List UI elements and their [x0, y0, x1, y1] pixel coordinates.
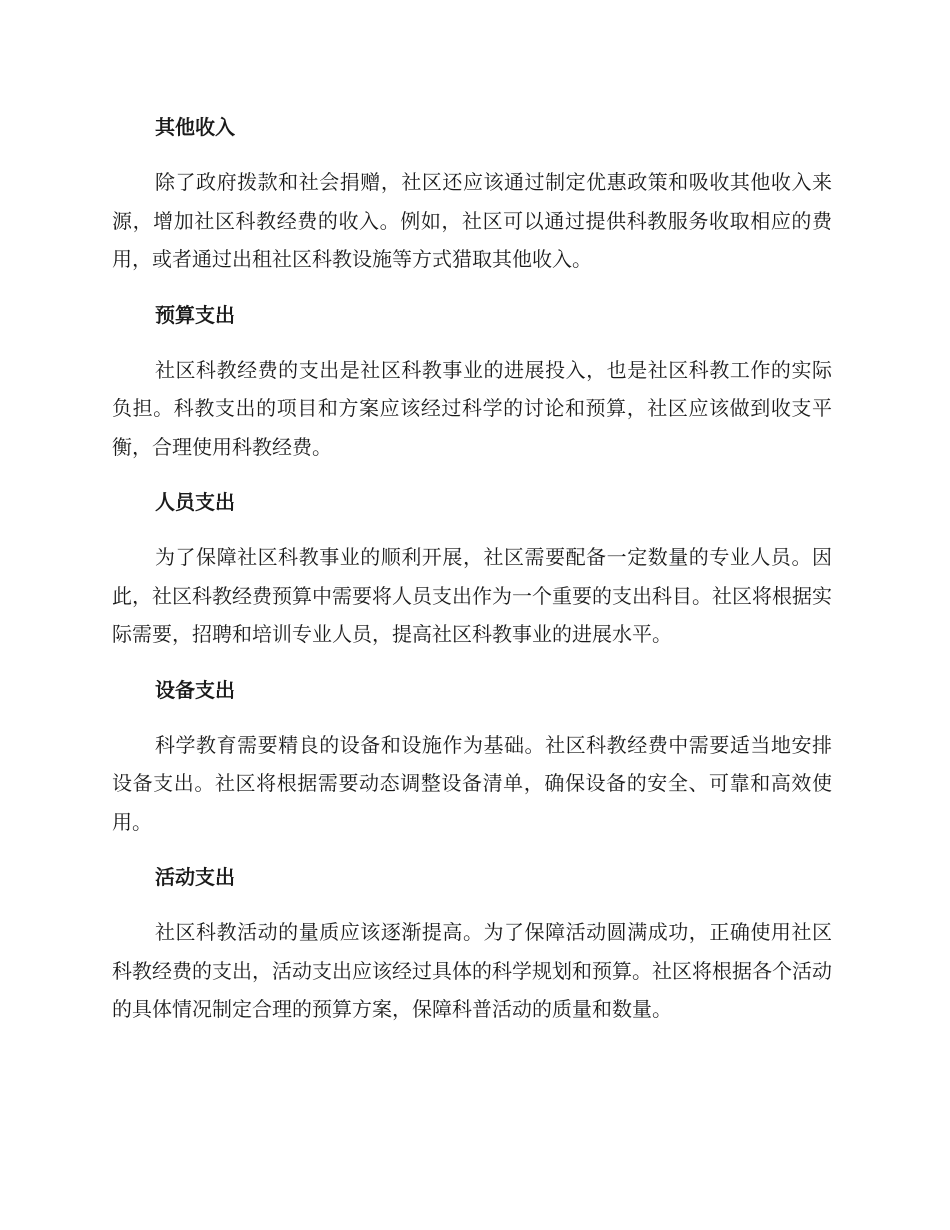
section-budget-expenditure — [112, 296, 832, 467]
section-heading: 设备支出 — [155, 677, 235, 702]
section-paragraph: 为了保障社区科教事业的顺利开展，社区需要配备一定数量的专业人员。因此，社区科教经费预算中需要将人员支出作为一个重要的支出科目。社区将根据实际需要，招聘和培训专业人员，提高社区科教事业的进展水平。 — [112, 545, 832, 646]
section-paragraph: 科学教育需要精良的设备和设施作为基础。社区科教经费中需要适当地安排设备支出。社区将根据需要动态调整设备清单，确保设备的安全、可靠和高效使用。 — [112, 732, 832, 834]
section-paragraph: 社区科教经费的支出是社区科教事业的进展投入，也是社区科教工作的实际负担。科教支出的项目和方案应该经过科学的讨论和预算，社区应该做到收支平衡，合理使用科教经费。 — [112, 357, 832, 459]
document-page — [112, 108, 832, 1046]
section-heading: 其他收入 — [155, 115, 235, 139]
section-heading: 预算支出 — [155, 302, 235, 327]
section-heading: 人员支出 — [155, 490, 235, 514]
section-equipment-expenditure — [112, 671, 832, 842]
section-heading: 活动支出 — [155, 865, 235, 889]
section-paragraph: 除了政府拨款和社会捐赠，社区还应该通过制定优惠政策和吸收其他收入来源，增加社区科教经费的收入。例如，社区可以通过提供科教服务收取相应的费用，或者通过出租社区科教设施等方式猎取其他收入。 — [112, 170, 832, 271]
section-activity-expenditure — [112, 858, 832, 1029]
section-paragraph: 社区科教活动的量质应该逐渐提高。为了保障活动圆满成功，正确使用社区科教经费的支出，活动支出应该经过具体的科学规划和预算。社区将根据各个活动的具体情况制定合理的预算方案，保障科普活动的质量和数量。 — [112, 920, 832, 1021]
section-personnel-expenditure — [112, 483, 832, 654]
section-other-income — [112, 108, 832, 279]
